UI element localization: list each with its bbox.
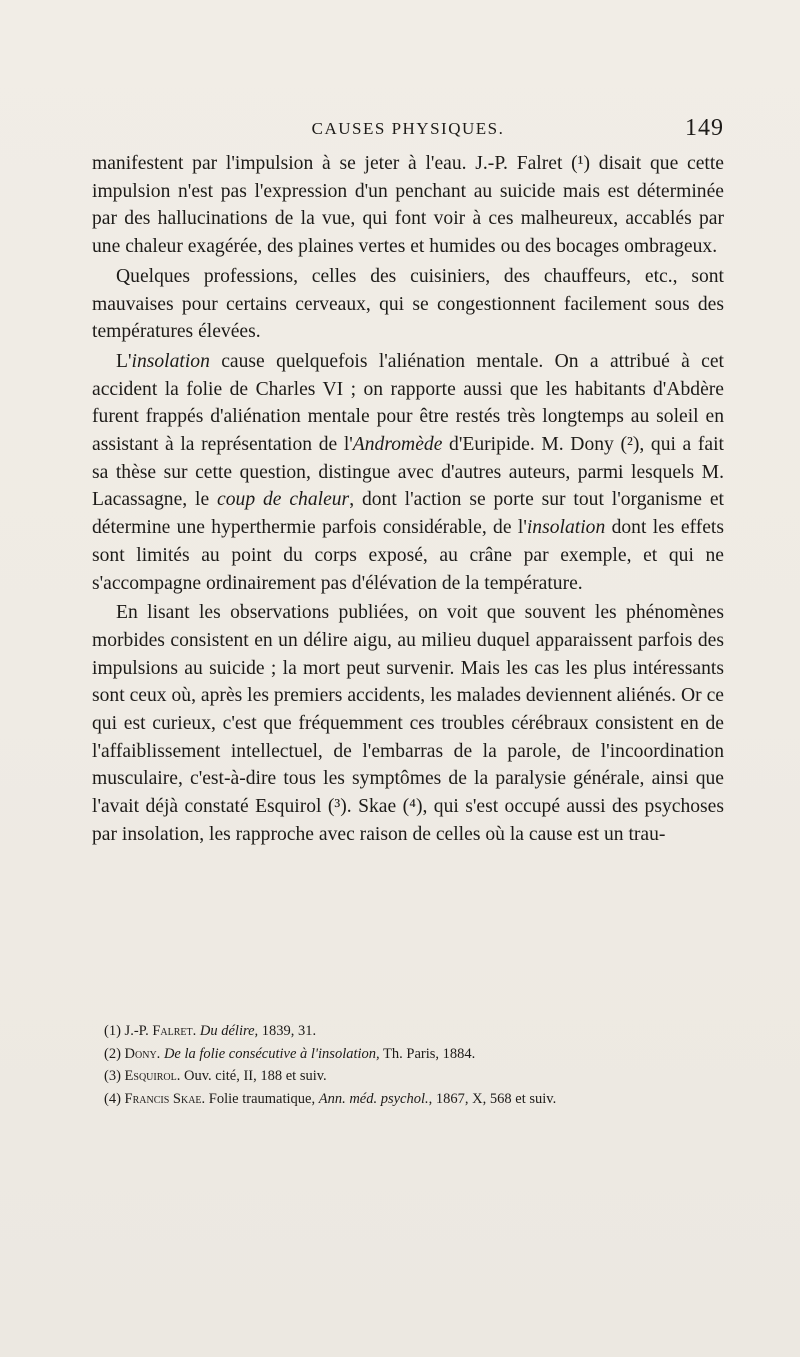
p3-italic-coup-de-chaleur: coup de chaleur [217, 489, 350, 511]
footnote-rest: Th. Paris, 1884. [379, 1045, 476, 1062]
p3-italic-andromede: Andromède [352, 434, 443, 456]
footnote-rest: Ouv. cité, II, 188 et suiv. [180, 1068, 327, 1084]
paragraph-4: En lisant les observations publiées, on voit que souvent les phénomènes morbides consistent en un délire aigu, au milieu duquel apparaissent parfois des impulsions au suicide ; la mort peut survenir. Mais les cas les plus intéressants sont ceux où, après les premiers accidents, les malades deviennent aliénés. Or ce qui est curieux, c'est que fréquemment ces troubles cérébraux consistent en de l'affaiblissement intellectuel, de l'embarras de la parole, de l'incoordination musculaire, c'est-à-dire tous les symptômes de la paralysie générale, ainsi que l'avait déjà constaté Esquirol (³). Skae (⁴), qui s'est occupé aussi des psychoses par insolation, les rapproche avec raison de celles où la cause est un trau- [92, 602, 724, 845]
footnote-title: Ann. méd. psychol. [318, 1090, 429, 1107]
running-title: CAUSES PHYSIQUES. [311, 119, 505, 138]
footnote-3 [104, 1065, 724, 1088]
p3-text-i: dont les effets sont limités au point du corps exposé, au crâne par exemple, et qui ne s'accompagne ordinairement pas d'élévation de la température. [92, 517, 724, 594]
footnote-rest: , 1867, X, 568 et suiv. [428, 1090, 557, 1107]
footnote-1 [104, 1020, 724, 1043]
paragraph-3 [92, 348, 724, 597]
page-number: 149 [685, 115, 724, 141]
footnote-author: Francis Skae. [124, 1090, 206, 1107]
footnote-number: (3) [104, 1068, 121, 1084]
footnote-number: (4) [104, 1090, 121, 1107]
footnote-4 [104, 1088, 724, 1111]
p3-text-g: , dont l'action se porte sur tout l'organisme et détermine une hyperthermie parfois considérable, de l' [92, 489, 724, 539]
footnote-2 [104, 1043, 724, 1066]
footnote-author: Dony. [124, 1045, 161, 1062]
footnote-pre: Folie traumatique, [205, 1090, 319, 1107]
footnote-rest: 1839, 31. [258, 1023, 317, 1039]
footnote-number: (2) [104, 1045, 121, 1062]
body-text [92, 150, 724, 849]
footnote-title: De la folie consécutive à l'insolation, [163, 1045, 380, 1062]
footnote-author: J.-P. Falret. [124, 1023, 197, 1039]
p3-text-e: d'Euripide. M. Dony (²), qui a fait sa thèse sur cette question, distingue avec d'autres auteurs, parmi lesquels M. Lacassagne, le [92, 434, 724, 511]
p3-italic-insolation: insolation [131, 350, 210, 372]
footnotes [104, 1020, 724, 1110]
p3-italic-insolation-2: insolation [526, 517, 606, 539]
footnote-number: (1) [104, 1023, 121, 1039]
p3-text-a: L' [116, 350, 132, 372]
footnote-author: Esquirol. [124, 1068, 181, 1084]
paragraph-2: Quelques professions, celles des cuisiniers, des chauffeurs, etc., sont mauvaises pour certains cerveaux, qui se congestionnent facilement sous des températures élevées. [92, 265, 724, 343]
p3-text-c: cause quelquefois l'aliénation mentale. On a attribué à cet accident la folie de Charles VI ; on rapporte aussi que les habitants d'Abdère furent frappés d'aliénation mentale pour être restés très longtemps au soleil en assistant à la représentation de l' [92, 350, 724, 456]
running-header [92, 117, 724, 145]
paragraph-1: manifestent par l'impulsion à se jeter à l'eau. J.-P. Falret (¹) disait que cette impulsion n'est pas l'expression d'un penchant au suicide mais est déterminée par des hallucinations de la vue, qui font voir à ces malheureux, accablés par une chaleur exagérée, des plaines vertes et humides ou des bocages ombrageux. [92, 153, 724, 258]
footnote-title: Du délire, [199, 1023, 259, 1039]
